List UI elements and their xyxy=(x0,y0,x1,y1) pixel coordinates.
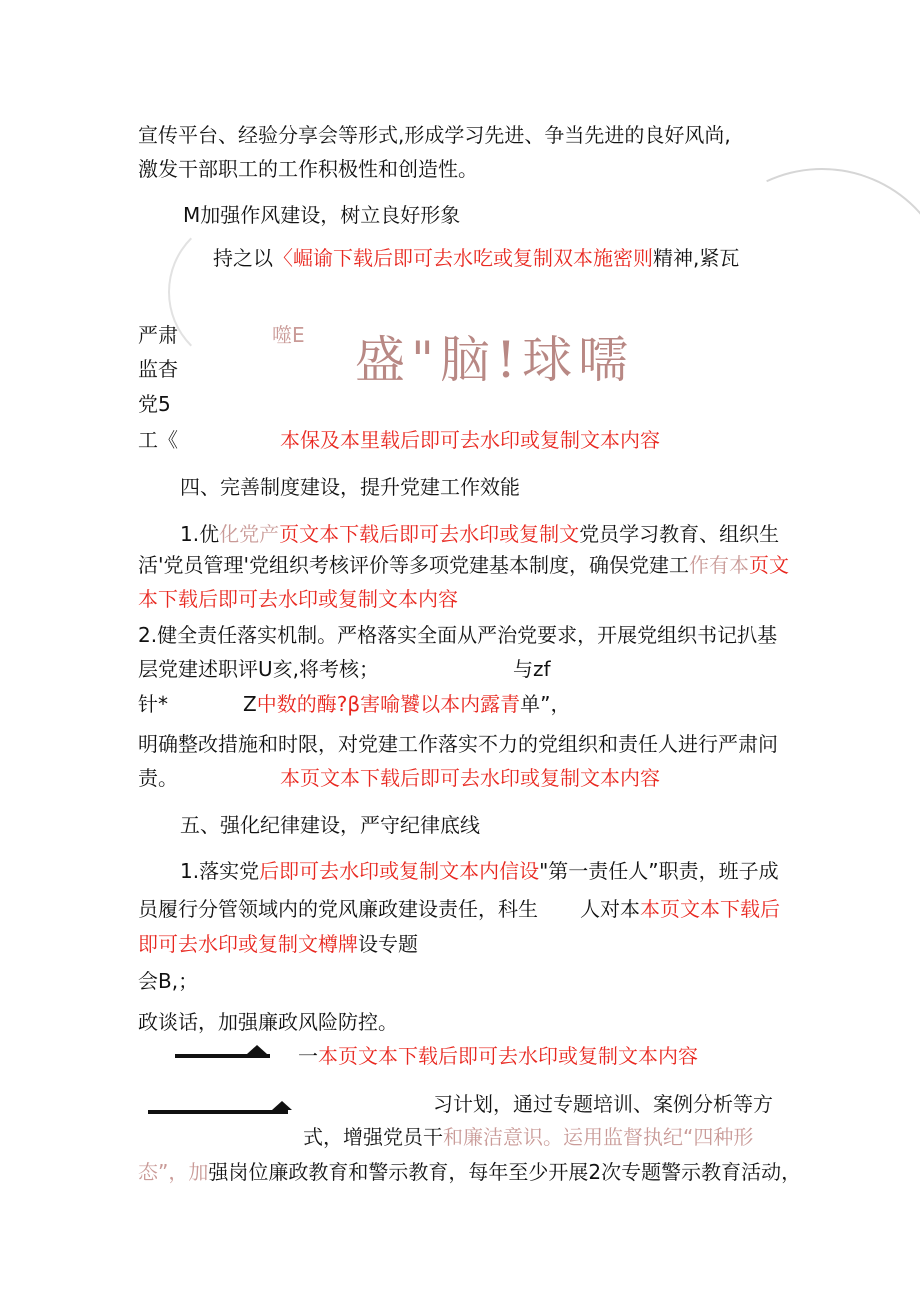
text-fragment: 强岗位廉政教育和警示教育，每年至少开展2次专题警示教育活动， xyxy=(208,1160,802,1184)
triangle-marker xyxy=(247,1045,267,1054)
watermark-text: 〈崛谕下载后即可去水吃或复制双本施密则 xyxy=(273,246,653,270)
watermark-text: 即可去水印或复制文樽牌 xyxy=(138,932,358,956)
text-line xyxy=(243,691,570,717)
text-fragment: 一 xyxy=(298,1044,318,1068)
text-line: 会B,； xyxy=(138,969,199,993)
text-line: 监杳 xyxy=(138,357,178,381)
text-fragment: 1.落实党 xyxy=(180,859,260,883)
faded-text: 和廉洁意识。运用监督执纪“四种形 xyxy=(443,1125,754,1149)
text-fragment: 持之以 xyxy=(213,246,273,270)
text-line: 员履行分管领域内的党风廉政建设责任，科生 xyxy=(138,897,538,921)
section-heading: M加强作风建设，树立良好形象 xyxy=(183,203,461,227)
text-line: 层党建述职评U亥,将考核； xyxy=(138,657,379,681)
watermark-text: 本下载后即可去水印或复制文本内容 xyxy=(138,587,458,611)
text-fragment: 精神,紧瓦 xyxy=(653,246,740,270)
text-line xyxy=(138,552,789,578)
text-line xyxy=(298,1043,698,1069)
faded-text: 噬E xyxy=(272,323,305,347)
faded-text: 化党产 xyxy=(219,522,280,546)
text-fragment: 党员学习教育、组织生 xyxy=(579,522,780,546)
text-line xyxy=(180,858,779,884)
text-fragment: Z xyxy=(243,692,257,716)
text-line xyxy=(580,896,780,922)
text-line xyxy=(138,931,418,957)
text-fragment: 人对本 xyxy=(580,897,640,921)
text-fragment: 设专题 xyxy=(358,932,418,956)
watermark-text: 本页文本下载后即可去水印或复制文本内容 xyxy=(318,1044,698,1068)
text-line: 宣传平台、经验分享会等形式,形成学习先进、争当先进的良好风尚, xyxy=(138,123,731,147)
text-line: 2.健全责任落实机制。严格落实全面从严治党要求，开展党组织书记扒基 xyxy=(138,623,778,647)
text-line: 激发干部职工的工作积极性和创造性。 xyxy=(138,157,478,181)
stamp-text: 盛"脑!球嚅 xyxy=(355,331,635,389)
triangle-marker xyxy=(272,1101,292,1110)
text-line: 工《 xyxy=(138,428,178,452)
text-line: 责。 xyxy=(138,766,178,790)
text-line xyxy=(138,1159,801,1185)
text-fragment: "第一责任人”职责，班子成 xyxy=(539,859,779,883)
text-fragment: 式，增强党员干 xyxy=(303,1125,443,1149)
watermark-text: 本保及本里载后即可去水印或复制文本内容 xyxy=(280,428,660,452)
text-line: 党5 xyxy=(138,392,171,416)
faded-text: 作有本 xyxy=(689,553,749,577)
text-line xyxy=(213,245,739,271)
text-line: 针* xyxy=(138,692,168,716)
text-fragment: 1.优 xyxy=(180,522,220,546)
text-fragment: 活'党员管理'党组织考核评价等多项党建基本制度，确俣党建工 xyxy=(138,553,689,577)
section-heading: 四、完善制度建设，提升党建工作效能 xyxy=(180,475,520,499)
watermark-text: 本页文本下载后即可去水印或复制文本内容 xyxy=(280,766,660,790)
watermark-text: 中数的酶?β害喻饕以本内露青 xyxy=(256,692,521,716)
text-line xyxy=(303,1124,753,1150)
text-line: 习计划，通过专题培训、案例分析等方 xyxy=(433,1092,773,1116)
text-line: 明确整改措施和时限，对党建工作落实不力的党组织和责任人进行严肃问 xyxy=(138,732,778,756)
horizontal-rule xyxy=(175,1054,270,1058)
faded-text: 态”，加 xyxy=(138,1160,209,1184)
text-line xyxy=(180,521,779,547)
watermark-text: 后即可去水印或复制文本内信设 xyxy=(259,859,540,883)
section-heading: 五、强化纪律建设，严守纪律底线 xyxy=(180,813,480,837)
watermark-text: 页文 xyxy=(749,553,789,577)
watermark-text: 页文本下载后即可去水印或复制文 xyxy=(279,522,580,546)
text-line: 严肃 xyxy=(138,323,178,347)
watermark-text: 本页文本下载后 xyxy=(640,897,780,921)
text-line: 政谈话，加强廉政风险防控。 xyxy=(138,1010,398,1034)
decorative-arc-right xyxy=(653,131,920,469)
text-fragment: 单”， xyxy=(520,692,571,716)
horizontal-rule xyxy=(148,1110,288,1114)
text-line: 与zf xyxy=(513,657,551,681)
